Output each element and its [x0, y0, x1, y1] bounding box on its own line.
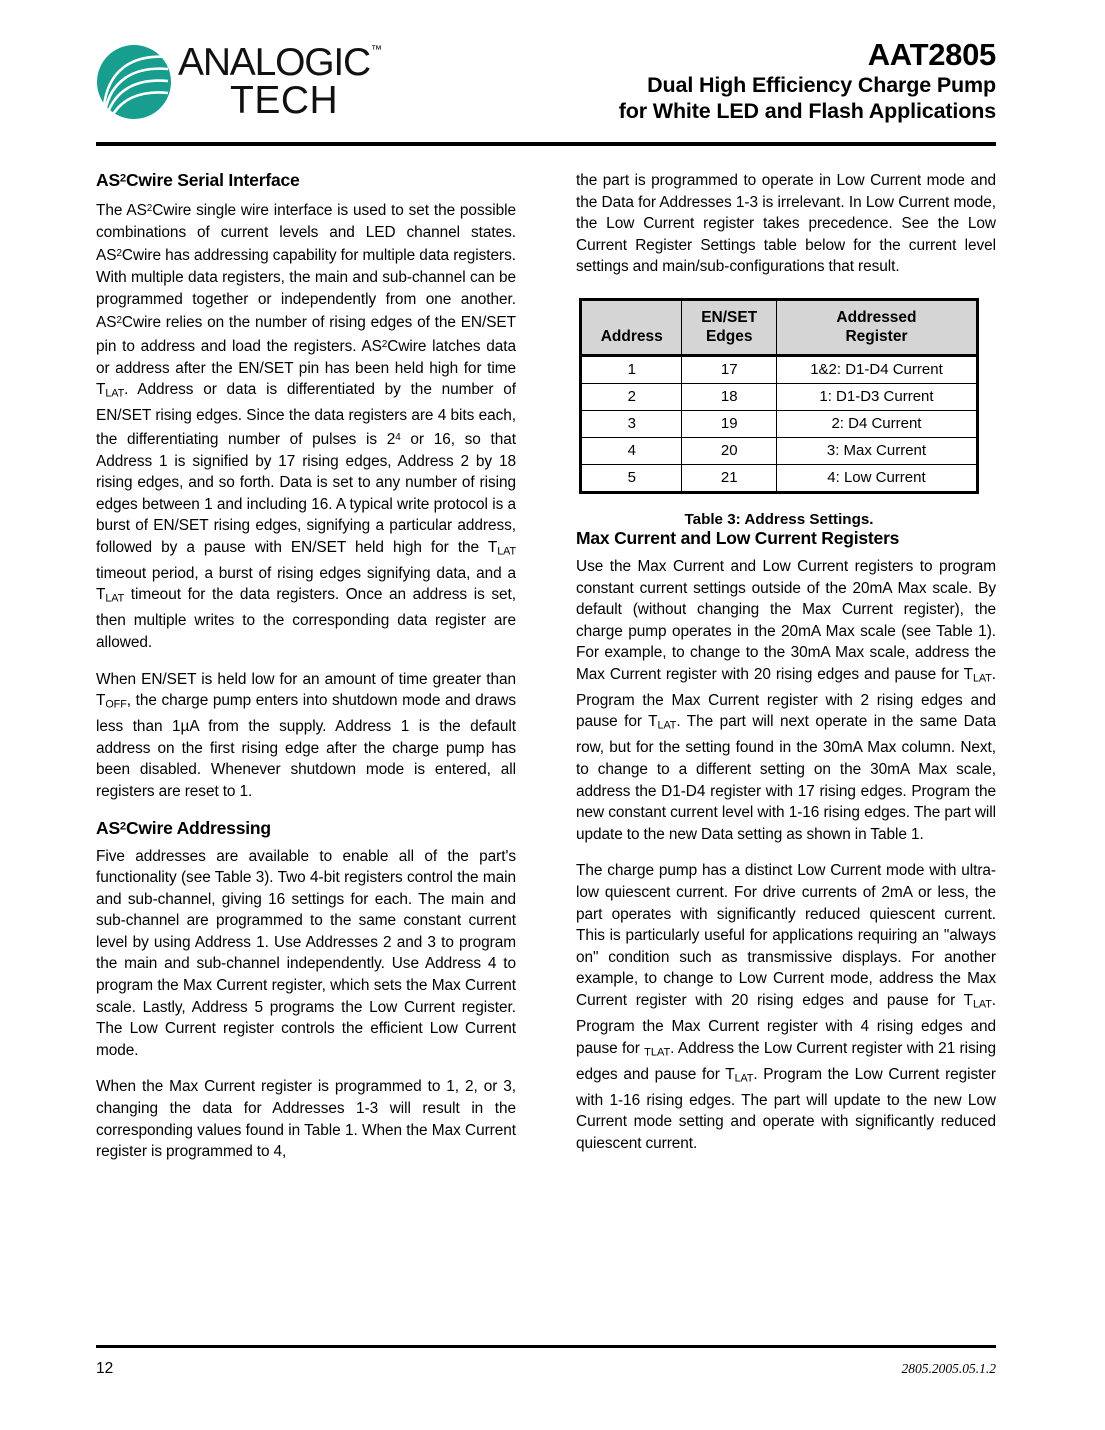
- paragraph-low-current-mode-intro: the part is programmed to operate in Low Current mode and the Data for Addresses 1-3 is irrelevant. In Low Current mode, the Low Current register takes precedence. See the Low Current Register Settings table below for the current level settings and main/sub-configurations that result.: [576, 172, 996, 276]
- sub-lat: LAT: [497, 545, 516, 558]
- heading-2-post: Cwire Addressing: [125, 817, 271, 838]
- document-title-line-2: for White LED and Flash Applications: [618, 99, 996, 123]
- header-divider: [96, 142, 996, 146]
- table-row: [581, 355, 978, 383]
- cell-register: 4: Low Current: [776, 464, 977, 492]
- sup-2: 2: [381, 338, 388, 350]
- cell-edges: 17: [682, 355, 776, 383]
- sub-lat: LAT: [105, 592, 125, 605]
- txt: Cwire relies on the number of rising edges of the EN/SET pin to address and load the registers. AS: [96, 314, 516, 356]
- txt: , the charge pump enters into shutdown mode and draws less than 1µA from the supply. Address 1 is the default address on the first rising edge after the charge pump has been disabled. Whenever shutdown mode is entered, all registers are reset to 1.: [96, 692, 516, 800]
- header-line: Addressed: [836, 308, 917, 326]
- txt: When EN/SET is held low for an amount of time greater than T: [96, 670, 516, 710]
- txt: . Program the Low Current register with 1-16 rising edges. The part will update to the new Low Current mode setting and operate with significantly reduced quiescent current.: [576, 1065, 996, 1152]
- logo-text-tech: TECH: [230, 79, 339, 122]
- right-column: [576, 170, 996, 1290]
- txt: . The part will next operate in the same Data row, but for the setting found in the 30mA Max column. Next, to change to a different setting on the 30mA Max scale, address the D1-D4 register with 17 rising edges. Program the new constant current level with 1-16 rising edges. The part will update to the new Data setting as shown in Table 1.: [576, 713, 996, 843]
- table-row: [581, 383, 978, 410]
- heading-as2cwire-serial-interface: [96, 170, 516, 191]
- txt: . Address or data is differentiated by the number of EN/SET rising edges. Since the data registers are 4 bits each, the differentiating number of pulses is 2: [96, 381, 516, 448]
- paragraph-low-current-mode-detail: [576, 860, 996, 1154]
- paragraph-five-addresses: Five addresses are available to enable all of the part's functionality (see Table 3). Two 4-bit registers control the main and sub-channel, giving 16 settings for each. The main and sub-channel are programmed to the same constant current level by using Address 1. Use Addresses 2 and 3 to program the main and sub-channel independently. Use Address 4 to program the Max Current register, which sets the Max Current scale. Lastly, Address 5 programs the Low Current register. The Low Current register controls the efficient Low Current mode.: [96, 847, 516, 1059]
- cell-edges: 21: [682, 464, 776, 492]
- header-line: EN/SET: [701, 308, 758, 326]
- cell-register: 1&2: D1-D4 Current: [776, 355, 977, 383]
- document-title-line-1: Dual High Efficiency Charge Pump: [647, 73, 996, 97]
- address-settings-table-wrap: [579, 298, 996, 528]
- heading-max-low-current-registers: Max Current and Low Current Registers: [576, 527, 900, 548]
- paragraph-serial-interface: [96, 198, 516, 654]
- column-header-addressed-register: [776, 299, 977, 355]
- document-page: [96, 0, 996, 1430]
- cell-register: 3: Max Current: [776, 437, 977, 464]
- sup-2: 2: [116, 248, 122, 260]
- cell-address: 5: [581, 464, 682, 492]
- txt: Use the Max Current and Low Current registers to program constant current settings outside of the 20mA Max scale. By default (without changing the Max Current register), the charge pump operates in the 20mA Max scale (see Table 1). For example, to change to the 30mA Max scale, address the Max Current register with 20 rising edges and pause for T: [576, 557, 996, 683]
- body-columns: [96, 170, 996, 1290]
- sup-2: 2: [146, 203, 153, 214]
- column-header-enset-edges: [682, 299, 776, 355]
- sub-tlat: TLAT: [644, 1045, 671, 1058]
- sub-lat: LAT: [972, 998, 992, 1011]
- txt: The charge pump has a distinct Low Current mode with ultra-low quiescent current. For drive currents of 2mA or less, the part operates with significantly reduced quiescent current. This is particularly useful for applications requiring an "always on" condition such as transmissive displays. For another example, to change to Low Current mode, address the Max Current register with 20 rising edges and pause for T: [576, 862, 996, 1009]
- txt: . Program the Max Current register with 4 rising edges and pause for: [576, 991, 996, 1057]
- heading-1-post: Cwire Serial Interface: [125, 170, 300, 190]
- table-header-row: [581, 299, 978, 355]
- document-revision-code: 2805.2005.05.1.2: [901, 1361, 996, 1376]
- heading-1-superscript: 2: [119, 172, 126, 185]
- txt: Cwire latches data or address after the EN/SET pin has been held high for time T: [96, 338, 516, 399]
- heading-2-pre: AS: [96, 817, 120, 838]
- footer-divider: [96, 1345, 996, 1348]
- txt: . Address the Low Current register with 21 rising edges and pause for T: [576, 1039, 996, 1083]
- sub-off: OFF: [105, 698, 127, 711]
- analogic-tech-logo-mark: [96, 42, 172, 122]
- sub-lat: LAT: [105, 387, 125, 400]
- analogic-tech-wordmark: [178, 41, 382, 122]
- txt: or 16, so that Address 1 is signified by 17 rising edges, Address 2 by 18 rising edges, and so forth. Data is set to any number of rising edges between 1 and including 16. A typical write protocol is a burst of EN/SET rising edges, signifying a particular address, followed by a pause with EN/SET held high for the T: [96, 430, 516, 556]
- sub-lat: LAT: [734, 1071, 754, 1084]
- txt: timeout period, a burst of rising edges signifying data, and a T: [96, 564, 516, 604]
- analogic-tech-logo: [96, 41, 382, 122]
- page-header: [96, 0, 996, 136]
- heading-2-superscript: 2: [119, 819, 126, 832]
- left-column: [96, 170, 516, 1290]
- txt: timeout for the data registers. Once an address is set, then multiple writes to the corresponding data register are allowed.: [96, 586, 516, 651]
- cell-address: 1: [581, 355, 682, 383]
- paragraph-max-current-programmed: When the Max Current register is programmed to 1, 2, or 3, changing the data for Addresses 1-3 will result in the corresponding values found in Table 1. When the Max Current register is programmed to 4,: [96, 1078, 516, 1161]
- page-footer: [96, 1345, 996, 1378]
- column-header-address: [581, 299, 682, 355]
- logo-text-analogic: ANALOGIC: [178, 41, 370, 84]
- part-number: AAT2805: [867, 37, 996, 72]
- txt: Cwire single wire interface is used to set the possible combinations of current levels and LED channel states. AS: [96, 202, 516, 265]
- cell-address: 3: [581, 410, 682, 437]
- cell-address: 4: [581, 437, 682, 464]
- paragraph-shutdown: [96, 669, 516, 803]
- page-number: 12: [96, 1360, 114, 1377]
- cell-address: 2: [581, 383, 682, 410]
- header-line: Address: [600, 327, 663, 345]
- heading-as2cwire-addressing: [96, 818, 516, 839]
- sup-4: 4: [395, 431, 401, 443]
- cell-register: 2: D4 Current: [776, 410, 977, 437]
- sup-2: 2: [116, 315, 122, 327]
- sub-lat: LAT: [972, 672, 992, 685]
- cell-edges: 18: [682, 383, 776, 410]
- paragraph-max-current-usage: [576, 556, 996, 845]
- table-row: [581, 410, 978, 437]
- sub-lat: LAT: [657, 719, 677, 732]
- header-line: Edges: [705, 327, 753, 345]
- txt: . Program the Max Current register with 2 rising edges and pause for T: [576, 665, 996, 731]
- header-line: Register: [845, 327, 908, 345]
- cell-edges: 19: [682, 410, 776, 437]
- txt: Cwire has addressing capability for multiple data registers. With multiple data registers, the main and sub-channel can be programmed together or independently from one another. AS: [96, 247, 516, 332]
- trademark-symbol: ™: [370, 44, 382, 56]
- table-row: [581, 464, 978, 492]
- cell-edges: 20: [682, 437, 776, 464]
- heading-1-pre: AS: [96, 170, 120, 190]
- address-settings-table: [579, 298, 979, 494]
- cell-register: 1: D1-D3 Current: [776, 383, 977, 410]
- table-caption: Table 3: Address Settings.: [684, 510, 874, 528]
- table-row: [581, 437, 978, 464]
- txt: The AS: [96, 202, 147, 220]
- document-title-block: [619, 38, 996, 124]
